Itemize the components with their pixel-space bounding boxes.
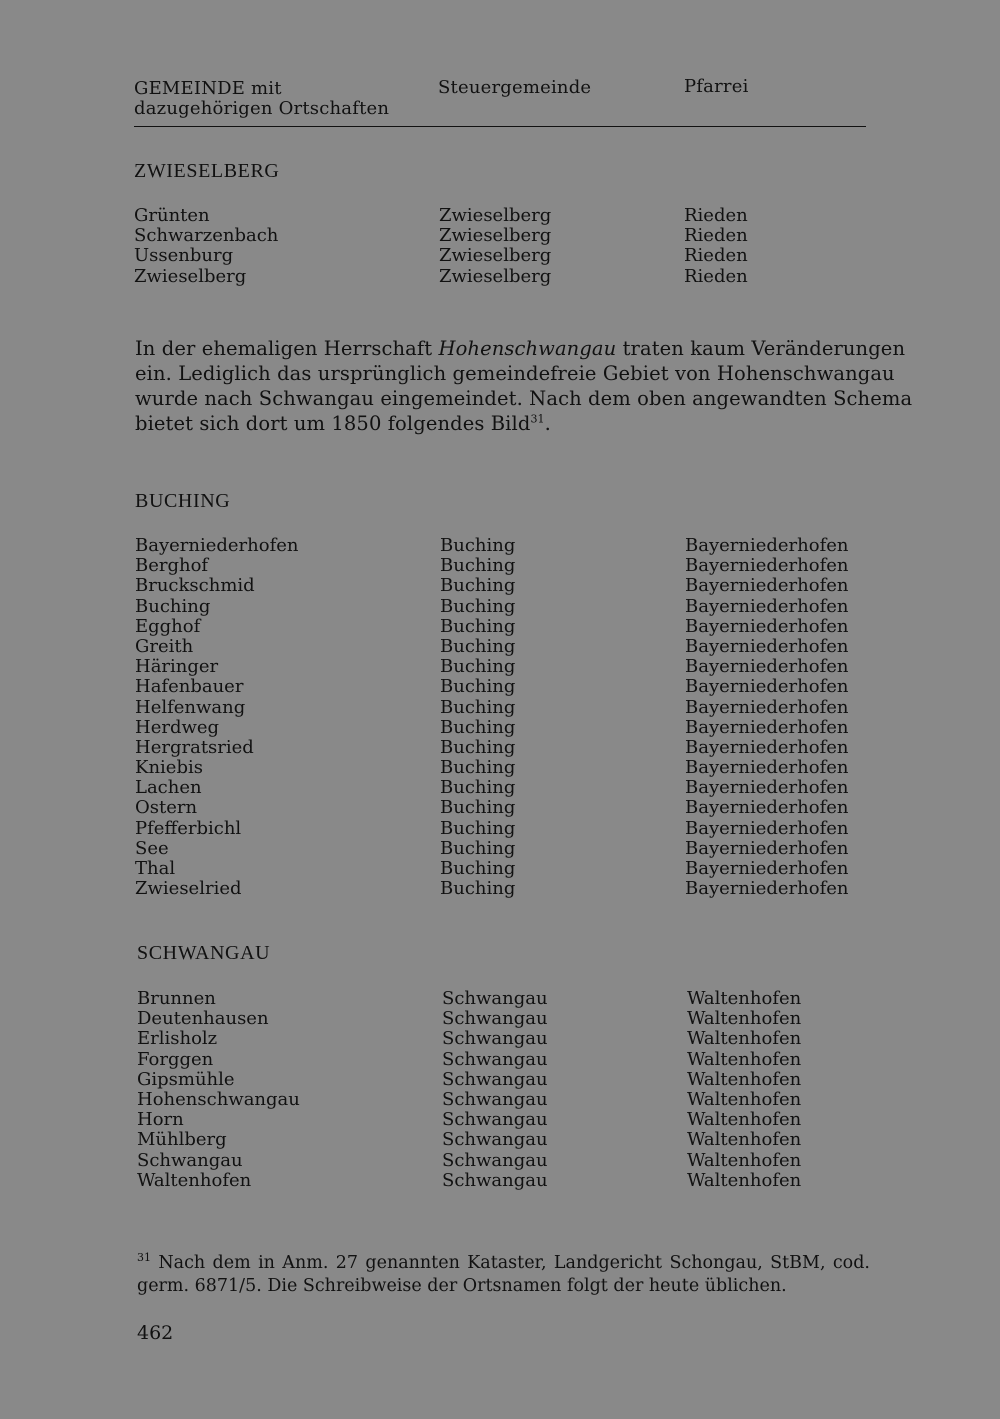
- cell-ortschaft: Bayerniederhofen: [135, 535, 299, 556]
- cell-pfarrei: Bayerniederhofen: [685, 716, 849, 738]
- cell-pfarrei: Waltenhofen: [687, 1028, 802, 1050]
- section-title-zwieselberg: ZWIESELBERG: [134, 160, 280, 182]
- paragraph-text: traten kaum Veränderungen: [616, 337, 906, 360]
- paragraph-line-1: [135, 336, 906, 361]
- paragraph-text: bietet sich dort um 1850 folgendes Bild: [135, 412, 531, 435]
- cell-steuergemeinde: Zwieselberg: [439, 245, 552, 267]
- cell-steuergemeinde: Buching: [440, 858, 516, 879]
- cell-ortschaft: Ostern: [135, 797, 198, 819]
- cell-steuergemeinde: Buching: [440, 595, 516, 617]
- cell-ortschaft: Waltenhofen: [137, 1169, 252, 1191]
- cell-ortschaft: Berghof: [135, 555, 209, 577]
- cell-pfarrei: Bayerniederhofen: [685, 837, 849, 859]
- cell-steuergemeinde: Schwangau: [442, 1068, 548, 1090]
- cell-pfarrei: Bayerniederhofen: [685, 797, 849, 819]
- cell-ortschaft: See: [135, 837, 169, 859]
- cell-ortschaft: Forggen: [137, 1048, 214, 1070]
- cell-ortschaft: Bruckschmid: [135, 575, 255, 597]
- cell-pfarrei: Bayerniederhofen: [685, 858, 849, 879]
- paragraph-line-3: wurde nach Schwangau eingemeindet. Nach dem oben angewandten Schema: [135, 387, 913, 410]
- cell-ortschaft: Ussenburg: [134, 245, 234, 267]
- cell-steuergemeinde: Buching: [440, 716, 516, 738]
- cell-pfarrei: Waltenhofen: [687, 1169, 802, 1191]
- paragraph-text: In der ehemaligen Herrschaft: [135, 337, 439, 360]
- cell-ortschaft: Erlisholz: [137, 1028, 218, 1050]
- section-title-buching: BUCHING: [135, 490, 231, 512]
- cell-ortschaft: Grünten: [134, 205, 210, 226]
- cell-ortschaft: Zwieselberg: [134, 265, 247, 287]
- page-number: 462: [137, 1322, 174, 1344]
- cell-pfarrei: Rieden: [684, 205, 748, 226]
- cell-ortschaft: Brunnen: [137, 988, 216, 1009]
- header-col3: Pfarrei: [684, 76, 749, 97]
- footnote-line-2: germ. 6871/5. Die Schreibweise der Ortsnamen folgt der heute üblichen.: [137, 1276, 787, 1296]
- header-col1-line1: GEMEINDE mit: [134, 78, 282, 99]
- cell-pfarrei: Waltenhofen: [687, 1149, 802, 1171]
- cell-pfarrei: Rieden: [684, 245, 748, 267]
- cell-ortschaft: Thal: [135, 858, 176, 879]
- cell-pfarrei: Bayerniederhofen: [685, 736, 849, 758]
- cell-steuergemeinde: Buching: [440, 676, 516, 698]
- cell-pfarrei: Waltenhofen: [687, 1068, 802, 1090]
- cell-steuergemeinde: Zwieselberg: [439, 225, 552, 247]
- paragraph-text: .: [544, 412, 551, 435]
- cell-ortschaft: Egghof: [135, 615, 201, 637]
- paragraph-italic-place: Hohenschwangau: [438, 337, 617, 360]
- cell-pfarrei: Bayerniederhofen: [685, 595, 849, 617]
- cell-ortschaft: Hafenbauer: [135, 676, 244, 698]
- cell-pfarrei: Bayerniederhofen: [685, 555, 849, 577]
- cell-ortschaft: Kniebis: [135, 757, 203, 779]
- cell-steuergemeinde: Buching: [440, 736, 516, 758]
- cell-ortschaft: Schwarzenbach: [134, 225, 279, 247]
- cell-ortschaft: Deutenhausen: [137, 1008, 269, 1030]
- section-title-schwangau: SCHWANGAU: [137, 942, 271, 964]
- cell-steuergemeinde: Schwangau: [442, 1169, 548, 1191]
- cell-steuergemeinde: Buching: [440, 878, 516, 900]
- cell-steuergemeinde: Buching: [440, 555, 516, 577]
- cell-ortschaft: Helfenwang: [135, 696, 246, 718]
- cell-ortschaft: Gipsmühle: [137, 1068, 235, 1090]
- cell-steuergemeinde: Buching: [440, 615, 516, 637]
- footnote-marker: 31: [137, 1251, 151, 1265]
- cell-pfarrei: Waltenhofen: [687, 1088, 802, 1110]
- cell-ortschaft: Zwieselried: [135, 878, 242, 900]
- paragraph-line-2: ein. Lediglich das ursprünglich gemeindefreie Gebiet von Hohenschwangau: [135, 362, 895, 385]
- cell-steuergemeinde: Schwangau: [442, 1129, 548, 1151]
- cell-steuergemeinde: Schwangau: [442, 1048, 548, 1070]
- footnote-line-1: [137, 1252, 870, 1275]
- cell-steuergemeinde: Schwangau: [442, 1008, 548, 1030]
- cell-ortschaft: Buching: [135, 595, 211, 617]
- cell-steuergemeinde: Buching: [440, 777, 516, 799]
- cell-steuergemeinde: Schwangau: [442, 1028, 548, 1050]
- cell-pfarrei: Bayerniederhofen: [685, 575, 849, 597]
- cell-pfarrei: Waltenhofen: [687, 1048, 802, 1070]
- cell-ortschaft: Greith: [135, 635, 194, 657]
- cell-pfarrei: Bayerniederhofen: [685, 535, 849, 556]
- cell-steuergemeinde: Buching: [440, 837, 516, 859]
- cell-pfarrei: Bayerniederhofen: [685, 757, 849, 779]
- cell-steuergemeinde: Zwieselberg: [439, 205, 552, 226]
- cell-steuergemeinde: Buching: [440, 696, 516, 718]
- body-paragraph: [135, 336, 913, 436]
- cell-steuergemeinde: Zwieselberg: [439, 265, 552, 287]
- cell-steuergemeinde: Buching: [440, 535, 516, 556]
- cell-pfarrei: Bayerniederhofen: [685, 696, 849, 718]
- cell-steuergemeinde: Buching: [440, 575, 516, 597]
- cell-steuergemeinde: Schwangau: [442, 988, 548, 1009]
- cell-ortschaft: Hohenschwangau: [137, 1088, 300, 1110]
- cell-pfarrei: Bayerniederhofen: [685, 656, 849, 678]
- cell-ortschaft: Mühlberg: [137, 1129, 227, 1151]
- cell-ortschaft: Hergratsried: [135, 736, 254, 758]
- cell-pfarrei: Bayerniederhofen: [685, 615, 849, 637]
- footnote: [137, 1252, 870, 1298]
- cell-steuergemeinde: Buching: [440, 817, 516, 839]
- cell-steuergemeinde: Schwangau: [442, 1109, 548, 1131]
- cell-pfarrei: Bayerniederhofen: [685, 635, 849, 657]
- footnote-reference: 31: [530, 412, 545, 426]
- cell-pfarrei: Waltenhofen: [687, 1008, 802, 1030]
- cell-ortschaft: Häringer: [135, 656, 219, 678]
- cell-pfarrei: Bayerniederhofen: [685, 878, 849, 900]
- cell-pfarrei: Waltenhofen: [687, 1129, 802, 1151]
- paragraph-line-4: [135, 411, 870, 436]
- cell-pfarrei: Bayerniederhofen: [685, 777, 849, 799]
- cell-steuergemeinde: Buching: [440, 797, 516, 819]
- cell-pfarrei: Waltenhofen: [687, 1109, 802, 1131]
- header-col2: Steuergemeinde: [438, 77, 592, 98]
- cell-pfarrei: Rieden: [684, 225, 748, 247]
- cell-steuergemeinde: Schwangau: [442, 1149, 548, 1171]
- cell-ortschaft: Lachen: [135, 777, 202, 799]
- footnote-text: Nach dem in Anm. 27 genannten Kataster, Landgericht Schongau, StBM, cod.: [151, 1253, 870, 1273]
- cell-steuergemeinde: Buching: [440, 757, 516, 779]
- header-col1-line2: dazugehörigen Ortschaften: [134, 98, 390, 119]
- cell-steuergemeinde: Buching: [440, 656, 516, 678]
- cell-pfarrei: Bayerniederhofen: [685, 676, 849, 698]
- cell-steuergemeinde: Buching: [440, 635, 516, 657]
- cell-ortschaft: Schwangau: [137, 1149, 243, 1171]
- header-rule: [134, 126, 866, 127]
- cell-ortschaft: Pfefferbichl: [135, 817, 242, 839]
- cell-ortschaft: Horn: [137, 1109, 184, 1131]
- cell-steuergemeinde: Schwangau: [442, 1088, 548, 1110]
- cell-ortschaft: Herdweg: [135, 716, 220, 738]
- cell-pfarrei: Bayerniederhofen: [685, 817, 849, 839]
- cell-pfarrei: Rieden: [684, 265, 748, 287]
- cell-pfarrei: Waltenhofen: [687, 988, 802, 1009]
